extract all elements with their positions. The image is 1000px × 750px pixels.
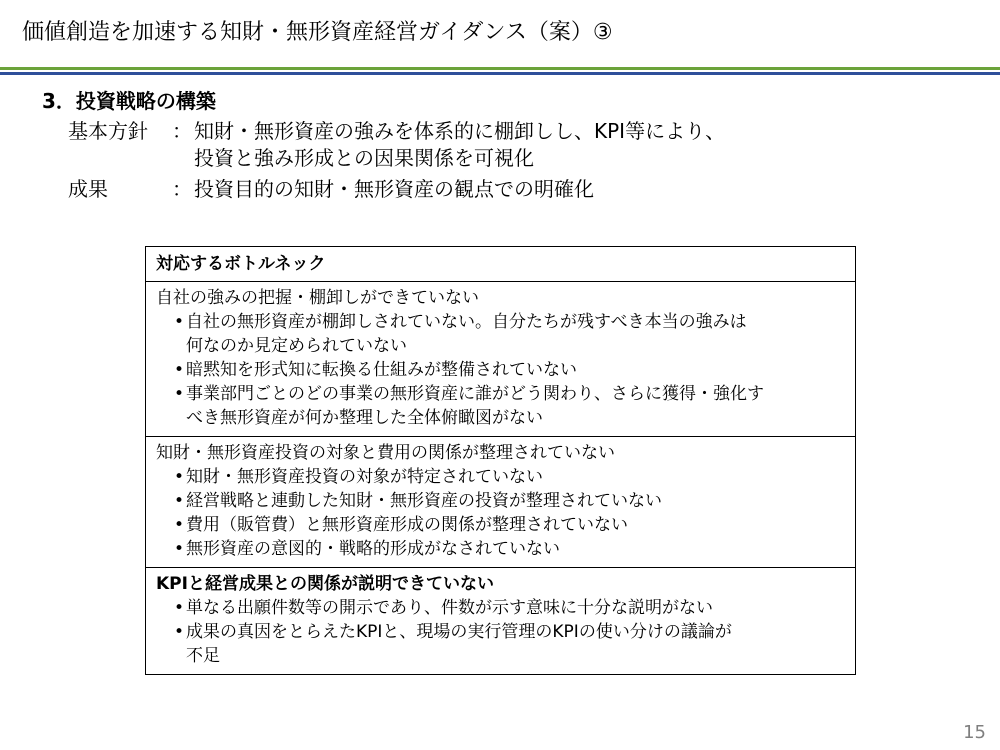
bottleneck-group-strengths [146, 281, 855, 436]
list-item [156, 596, 845, 620]
policy-separator: ： [172, 119, 192, 143]
list-item-text: 不足 [186, 646, 220, 666]
list-item [156, 358, 845, 382]
bullet-icon: • [174, 384, 185, 404]
list-item-text: 事業部門ごとのどの事業の無形資産に誰がどう関わり、さらに獲得・強化す [186, 384, 764, 404]
list-item-text: 単なる出願件数等の開示であり、件数が示す意味に十分な説明がない [186, 598, 713, 618]
list-item-text: べき無形資産が何か整理した全体俯瞰図がない [186, 408, 543, 428]
policy-row [68, 118, 725, 145]
group-title: 自社の強みの把握・棚卸しができていない [156, 288, 479, 308]
bottleneck-table [145, 246, 856, 675]
list-item-text: 費用（販管費）と無形資産形成の関係が整理されていない [186, 515, 628, 535]
bullet-icon: • [174, 515, 185, 535]
result-text: 投資目的の知財・無形資産の観点での明確化 [194, 177, 594, 201]
group-title: KPIと経営成果との関係が説明できていない [156, 574, 494, 594]
list-item [156, 382, 845, 406]
bullet-icon: • [174, 467, 185, 487]
page-title: 価値創造を加速する知財・無形資産経営ガイダンス（案）③ [22, 20, 613, 45]
bullet-icon: • [174, 360, 185, 380]
bullet-icon: • [174, 539, 185, 559]
list-item-text: 経営戦略と連動した知財・無形資産の投資が整理されていない [186, 491, 662, 511]
bottleneck-group-investment [146, 436, 855, 567]
header-rule-blue [0, 72, 1000, 75]
list-item-continuation [156, 334, 845, 358]
page-number: 15 [963, 722, 986, 743]
list-item-text: 知財・無形資産投資の対象が特定されていない [186, 467, 543, 487]
policy-label: 基本方針 [68, 119, 148, 143]
list-item [156, 310, 845, 334]
bullet-icon: • [174, 598, 185, 618]
group-title: 知財・無形資産投資の対象と費用の関係が整理されていない [156, 443, 615, 463]
header-rule-green [0, 67, 1000, 70]
bullet-icon: • [174, 312, 185, 332]
bullet-icon: • [174, 622, 185, 642]
policy-text-line2: 投資と強み形成との因果関係を可視化 [194, 146, 534, 170]
list-item-continuation [156, 644, 845, 668]
list-item-text: 暗黙知を形式知に転換る仕組みが整備されていない [186, 360, 577, 380]
list-item [156, 489, 845, 513]
list-item-text: 自社の無形資産が棚卸しされていない。自分たちが残すべき本当の強みは [186, 312, 747, 332]
list-item-text: 成果の真因をとらえたKPIと、現場の実行管理のKPIの使い分けの議論が [186, 622, 732, 642]
list-item [156, 620, 845, 644]
list-item [156, 537, 845, 561]
bullet-icon: • [174, 491, 185, 511]
list-item-continuation [156, 406, 845, 430]
list-item-text: 無形資産の意図的・戦略的形成がなされていない [186, 539, 560, 559]
result-label: 成果 [68, 177, 108, 201]
result-separator: ： [172, 177, 192, 201]
table-header: 対応するボトルネック [156, 254, 326, 274]
list-item [156, 513, 845, 537]
list-item-text: 何なのか見定められていない [186, 336, 407, 356]
section-heading: 3．投資戦略の構築 [42, 89, 216, 113]
list-item [156, 465, 845, 489]
result-row [68, 176, 594, 203]
policy-text-line1: 知財・無形資産の強みを体系的に棚卸しし、KPI等により、 [194, 119, 726, 143]
bottleneck-group-kpi [146, 567, 855, 674]
